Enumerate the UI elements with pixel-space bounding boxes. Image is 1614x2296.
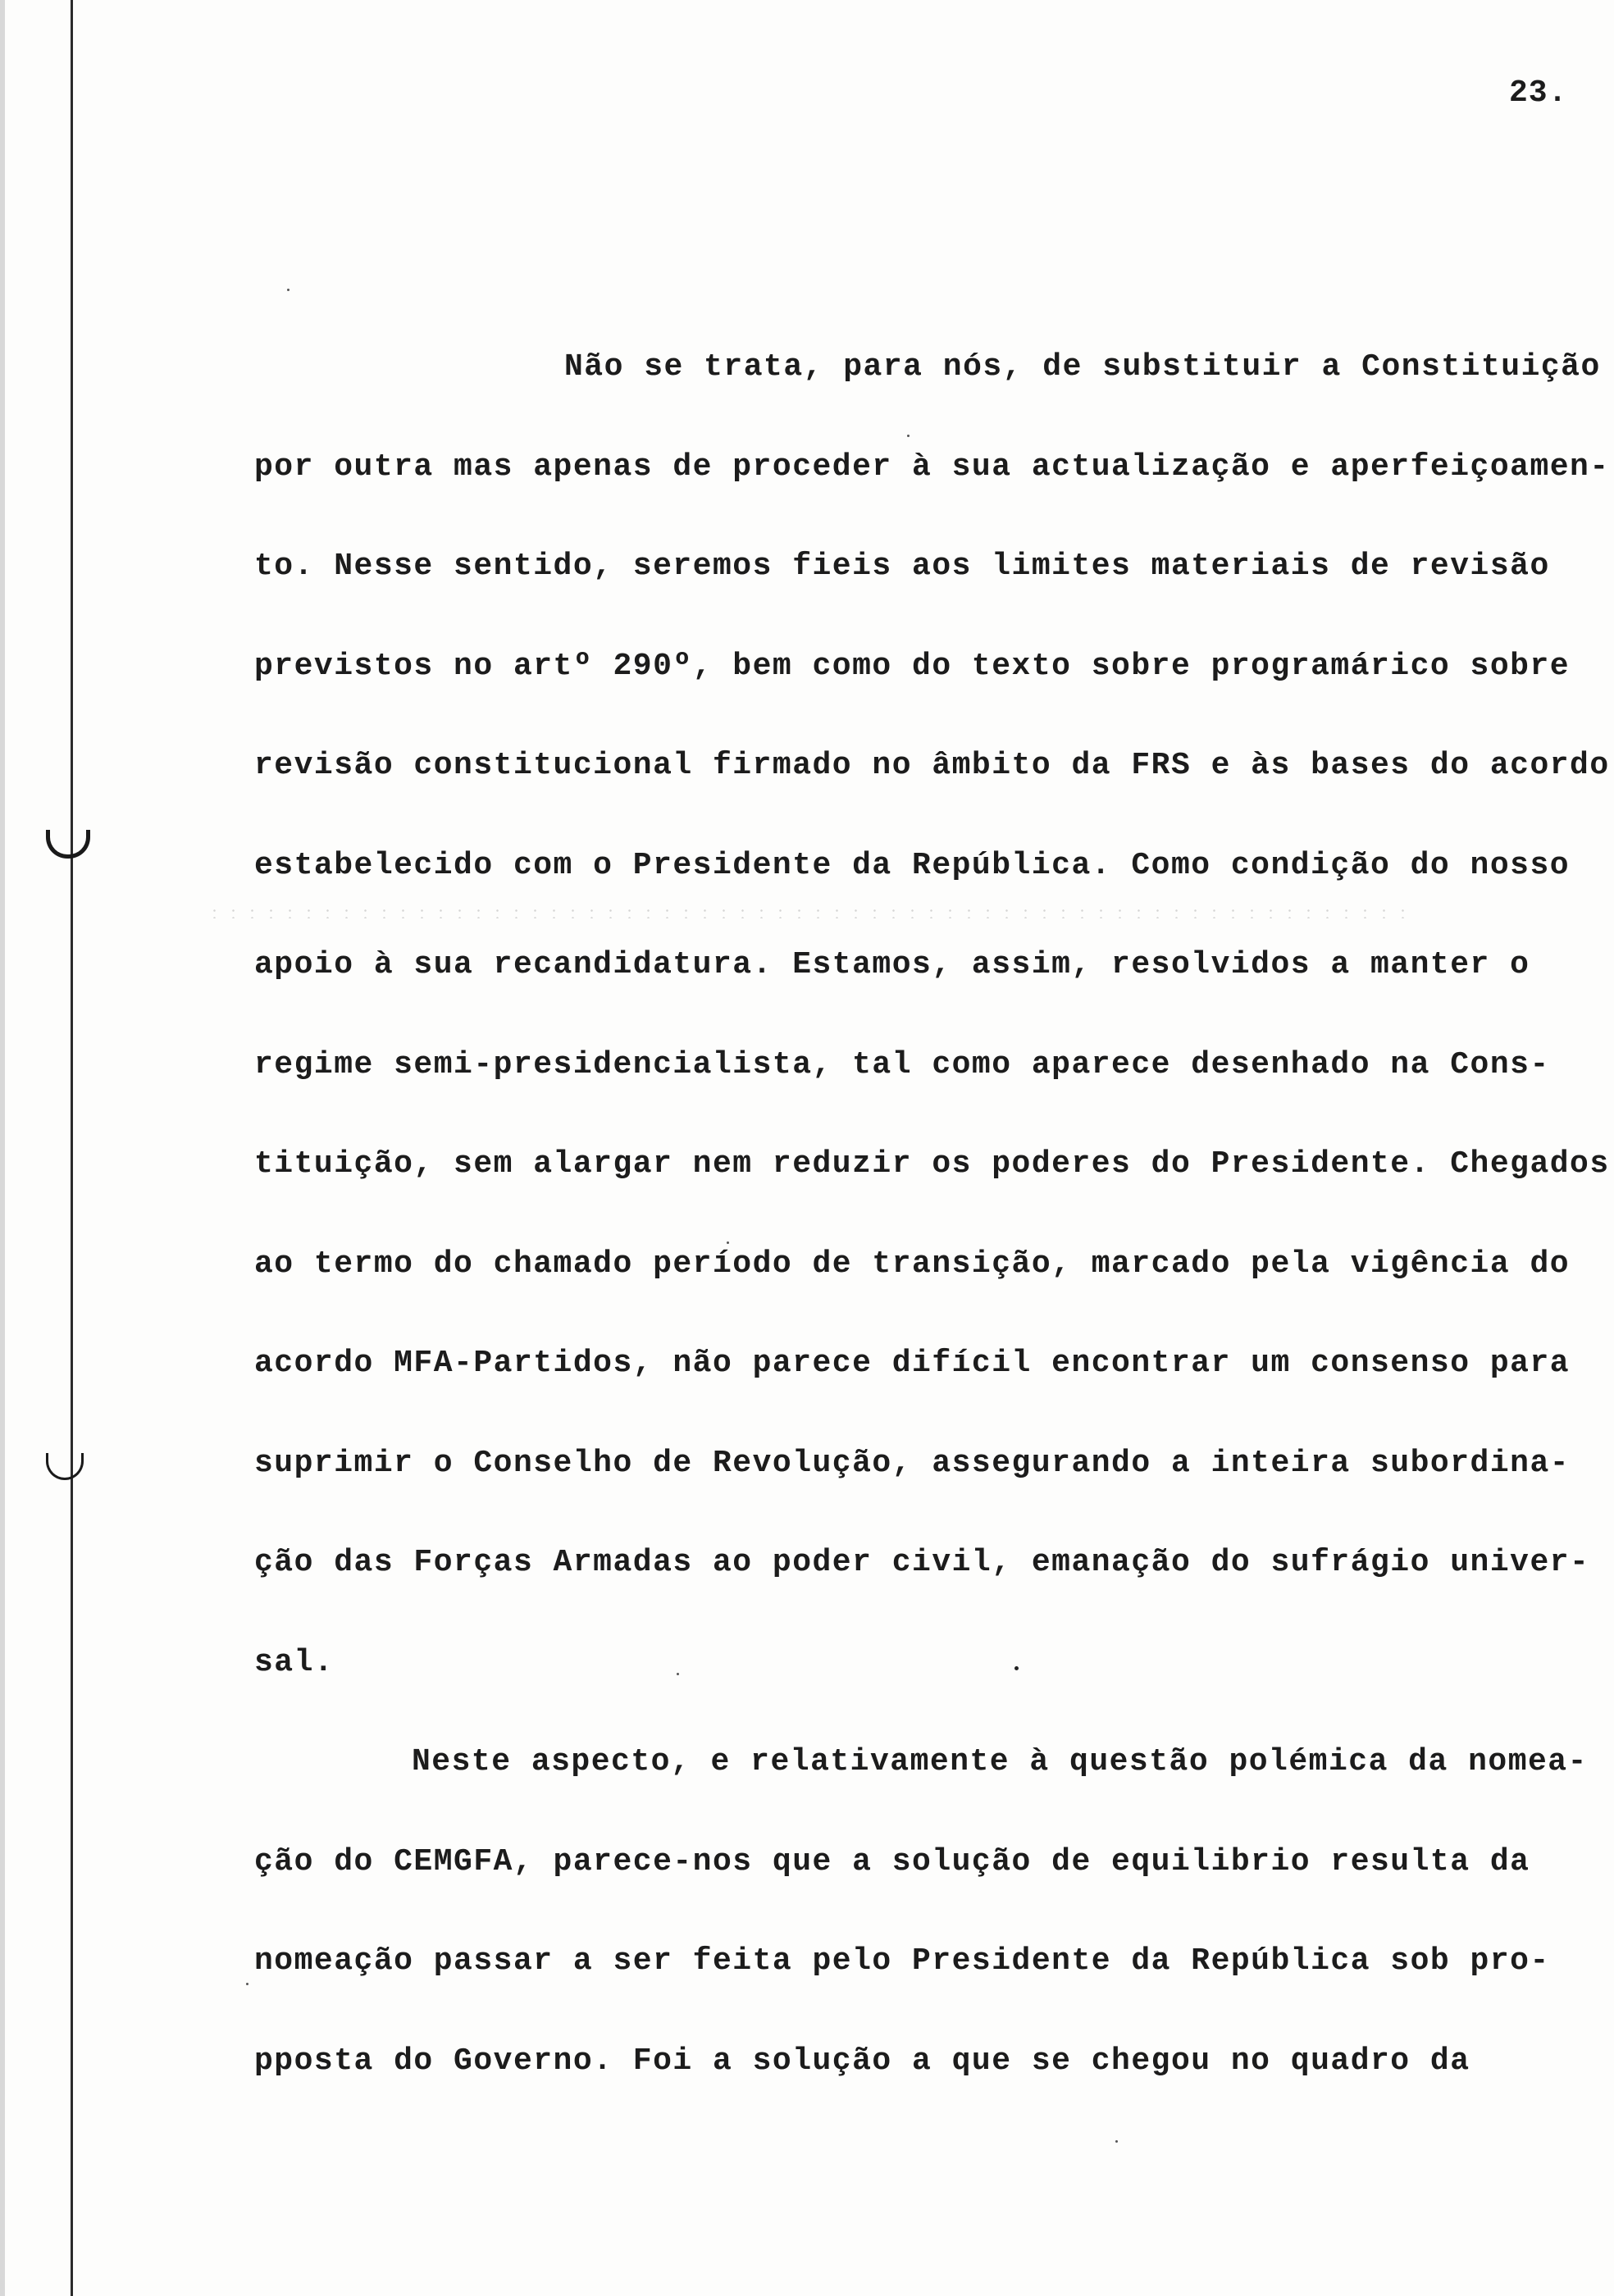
page-number: 23. — [1509, 75, 1568, 111]
scan-speck — [287, 289, 290, 291]
text-line: regime semi-presidencialista, tal como aparece desenhado na Cons- — [254, 1046, 1550, 1082]
text-line: ção do CEMGFA, parece-nos que a solução de equilibrio resulta da — [254, 1843, 1530, 1879]
text-line: previstos no artº 290º, bem como do texto sobre programárico sobre — [254, 648, 1571, 684]
scan-speck — [246, 1983, 248, 1985]
text-line: sal. — [254, 1644, 335, 1680]
text-line: ção das Forças Armadas ao poder civil, emanação do sufrágio univer- — [254, 1545, 1590, 1580]
text-line: Neste aspecto, e relativamente à questão polémica da nomea- — [412, 1744, 1588, 1779]
paragraph-1 — [254, 335, 1610, 1729]
text-line: tituição, sem alargar nem reduzir os poderes do Presidente. Chegados — [254, 1146, 1610, 1182]
text-line: to. Nesse sentido, seremos fieis aos limites materiais de revisão — [254, 549, 1550, 584]
body-text — [254, 335, 1610, 2128]
text-line: suprimir o Conselho de Revolução, assegurando a inteira subordina- — [254, 1445, 1571, 1481]
text-line: estabelecido com o Presidente da República. Como condição do nosso — [254, 847, 1571, 883]
text-line: Não se trata, para nós, de substituir a Constituição — [564, 349, 1601, 385]
scan-edge — [0, 0, 5, 2296]
punch-hole-mark — [46, 1453, 84, 1480]
text-line: nomeação passar a ser feita pelo Presidente da República sob pro- — [254, 1943, 1550, 1979]
text-line: apoio à sua recandidatura. Estamos, assim, resolvidos a manter o — [254, 947, 1530, 982]
text-line: ao termo do chamado período de transição, marcado pela vigência do — [254, 1246, 1571, 1282]
scan-speck — [1115, 2140, 1118, 2143]
text-line: acordo MFA-Partidos, não parece difícil encontrar um consenso para — [254, 1346, 1571, 1381]
margin-rule — [71, 0, 73, 2296]
paragraph-2 — [254, 1729, 1599, 2128]
text-line: revisão constitucional firmado no âmbito da FRS e às bases do acordo — [254, 748, 1610, 783]
text-line: por outra mas apenas de proceder à sua actualização e aperfeiçoamen- — [254, 449, 1610, 485]
text-line: pposta do Governo. Foi a solução a que se chegou no quadro da — [254, 2043, 1470, 2079]
punch-hole-mark — [46, 830, 90, 859]
